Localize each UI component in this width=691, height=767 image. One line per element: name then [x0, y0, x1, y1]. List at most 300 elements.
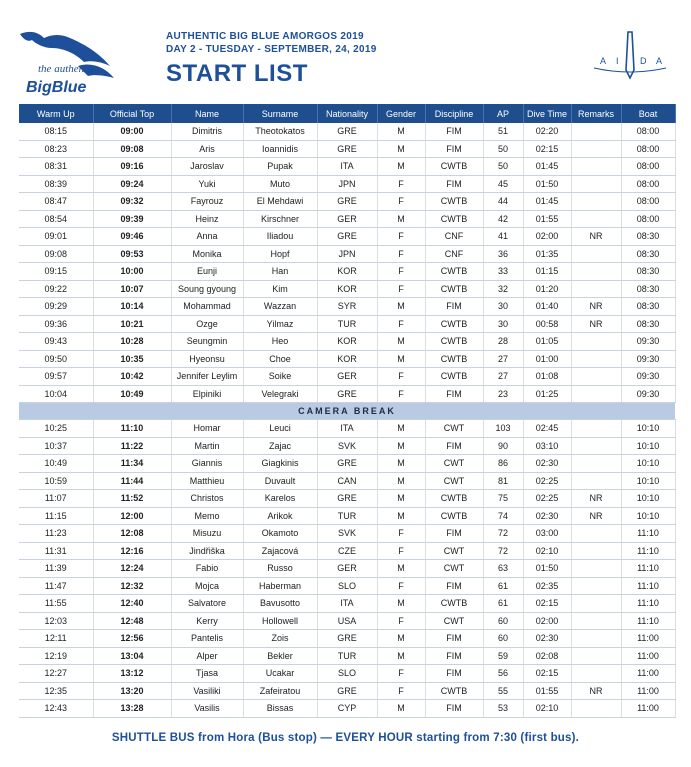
table-cell: GER	[317, 560, 377, 578]
table-cell: FIM	[425, 665, 483, 683]
table-cell: 01:35	[523, 245, 571, 263]
table-cell	[571, 140, 621, 158]
table-cell: 08:00	[621, 158, 675, 176]
table-cell: 51	[483, 123, 523, 140]
table-row	[19, 368, 675, 386]
table-cell: 13:20	[93, 682, 171, 700]
table-cell: Pantelis	[171, 630, 243, 648]
table-cell: 61	[483, 595, 523, 613]
table-cell: GRE	[317, 193, 377, 211]
table-cell: Kim	[243, 280, 317, 298]
page-title: START LIST	[166, 60, 308, 87]
table-cell: 08:30	[621, 228, 675, 246]
table-cell	[571, 368, 621, 386]
table-cell: 09:53	[93, 245, 171, 263]
table-cell: 02:00	[523, 612, 571, 630]
shuttle-bus-note: SHUTTLE BUS from Hora (Bus stop) — EVERY HOUR starting from 7:30 (first bus).	[111, 732, 580, 744]
table-cell: FIM	[425, 385, 483, 403]
table-cell: Giannis	[171, 455, 243, 473]
table-cell: 12:08	[93, 525, 171, 543]
table-cell: 02:20	[523, 123, 571, 140]
table-cell	[571, 175, 621, 193]
table-cell: 09:36	[19, 315, 93, 333]
table-cell: 12:48	[93, 612, 171, 630]
table-cell: CWTB	[425, 193, 483, 211]
table-cell: Vasiliki	[171, 682, 243, 700]
table-cell: FIM	[425, 298, 483, 316]
table-cell: 01:50	[523, 560, 571, 578]
table-cell: 11:15	[19, 507, 93, 525]
table-cell: 09:32	[93, 193, 171, 211]
table-cell: F	[377, 525, 425, 543]
table-cell: 08:47	[19, 193, 93, 211]
table-cell: 09:29	[19, 298, 93, 316]
table-cell: CWTB	[425, 315, 483, 333]
table-cell: 02:15	[523, 595, 571, 613]
table-row	[19, 420, 675, 438]
table-cell: Hollowell	[243, 612, 317, 630]
table-cell: SYR	[317, 298, 377, 316]
table-cell: M	[377, 140, 425, 158]
table-cell: Soung gyoung	[171, 280, 243, 298]
table-cell: Memo	[171, 507, 243, 525]
table-cell: Haberman	[243, 577, 317, 595]
table-row	[19, 612, 675, 630]
table-cell: Mojca	[171, 577, 243, 595]
table-cell: F	[377, 542, 425, 560]
table-row	[19, 280, 675, 298]
table-cell: GRE	[317, 630, 377, 648]
table-cell	[571, 525, 621, 543]
table-cell: Kirschner	[243, 210, 317, 228]
table-cell: CWTB	[425, 280, 483, 298]
table-cell: 02:00	[523, 228, 571, 246]
table-cell: Duvault	[243, 472, 317, 490]
table-row	[19, 507, 675, 525]
table-cell: 01:15	[523, 263, 571, 281]
table-cell	[571, 437, 621, 455]
table-cell: FIM	[425, 630, 483, 648]
table-row	[19, 385, 675, 403]
table-cell: JPN	[317, 175, 377, 193]
table-cell: 10:10	[621, 455, 675, 473]
table-cell	[571, 420, 621, 438]
table-cell: GER	[317, 210, 377, 228]
table-cell: 08:54	[19, 210, 93, 228]
table-cell: 90	[483, 437, 523, 455]
table-cell: Aris	[171, 140, 243, 158]
table-cell	[571, 245, 621, 263]
table-cell: Leuci	[243, 420, 317, 438]
table-cell: CZE	[317, 542, 377, 560]
table-cell: 09:57	[19, 368, 93, 386]
table-cell: 08:00	[621, 123, 675, 140]
table-cell: Seungmin	[171, 333, 243, 351]
table-cell: Fayrouz	[171, 193, 243, 211]
table-cell: 12:03	[19, 612, 93, 630]
table-cell: 08:39	[19, 175, 93, 193]
table-cell: FIM	[425, 577, 483, 595]
table-cell: TUR	[317, 507, 377, 525]
table-cell: 01:00	[523, 350, 571, 368]
table-cell: 27	[483, 368, 523, 386]
table-cell: 02:08	[523, 647, 571, 665]
table-cell: 01:40	[523, 298, 571, 316]
table-cell: TUR	[317, 647, 377, 665]
table-cell: FIM	[425, 175, 483, 193]
table-cell: Martin	[171, 437, 243, 455]
column-header: Discipline	[425, 104, 483, 123]
table-cell: 09:15	[19, 263, 93, 281]
table-cell: CWTB	[425, 263, 483, 281]
table-cell: 03:00	[523, 525, 571, 543]
table-row	[19, 490, 675, 508]
table-cell: 12:56	[93, 630, 171, 648]
table-cell: TUR	[317, 315, 377, 333]
table-cell: 11:07	[19, 490, 93, 508]
table-cell: 33	[483, 263, 523, 281]
table-cell: SVK	[317, 525, 377, 543]
table-cell: KOR	[317, 280, 377, 298]
table-cell: FIM	[425, 437, 483, 455]
table-cell: 09:30	[621, 333, 675, 351]
table-cell: Dimitris	[171, 123, 243, 140]
table-cell: 08:31	[19, 158, 93, 176]
table-cell: F	[377, 577, 425, 595]
table-cell: Fabio	[171, 560, 243, 578]
table-cell: 10:35	[93, 350, 171, 368]
table-cell: 30	[483, 315, 523, 333]
table-cell: CWTB	[425, 350, 483, 368]
table-cell	[571, 700, 621, 718]
table-cell: M	[377, 350, 425, 368]
table-cell: 09:22	[19, 280, 93, 298]
table-cell: Russo	[243, 560, 317, 578]
table-cell: FIM	[425, 647, 483, 665]
table-cell: SLO	[317, 665, 377, 683]
table-cell: SVK	[317, 437, 377, 455]
table-cell: 11:10	[93, 420, 171, 438]
table-cell: 10:37	[19, 437, 93, 455]
table-cell: Misuzu	[171, 525, 243, 543]
table-cell: 09:01	[19, 228, 93, 246]
table-row	[19, 175, 675, 193]
table-cell: GRE	[317, 228, 377, 246]
table-cell: CWT	[425, 542, 483, 560]
table-cell: 13:04	[93, 647, 171, 665]
table-cell: 10:49	[19, 455, 93, 473]
table-row	[19, 665, 675, 683]
table-cell: 10:21	[93, 315, 171, 333]
table-cell: NR	[571, 490, 621, 508]
table-cell: 75	[483, 490, 523, 508]
table-cell: 60	[483, 630, 523, 648]
page-header	[0, 0, 691, 104]
table-cell: 11:10	[621, 560, 675, 578]
table-cell: 13:28	[93, 700, 171, 718]
table-cell	[571, 542, 621, 560]
table-cell: Heinz	[171, 210, 243, 228]
table-row	[19, 315, 675, 333]
column-header: Warm Up	[19, 104, 93, 123]
table-cell: Heo	[243, 333, 317, 351]
table-row	[19, 333, 675, 351]
start-list-table	[19, 104, 676, 718]
table-cell: 61	[483, 577, 523, 595]
column-header: Dive Time	[523, 104, 571, 123]
table-cell: 11:52	[93, 490, 171, 508]
table-row	[19, 228, 675, 246]
table-cell: 10:10	[621, 420, 675, 438]
table-cell: 12:24	[93, 560, 171, 578]
table-cell	[571, 210, 621, 228]
table-cell: 10:07	[93, 280, 171, 298]
table-cell: Tjasa	[171, 665, 243, 683]
table-row	[19, 700, 675, 718]
table-cell: 11:47	[19, 577, 93, 595]
table-cell: 10:10	[621, 472, 675, 490]
table-cell	[571, 333, 621, 351]
table-cell: 01:45	[523, 158, 571, 176]
table-cell: GRE	[317, 490, 377, 508]
table-cell	[571, 630, 621, 648]
table-cell: FIM	[425, 140, 483, 158]
table-cell: 11:10	[621, 612, 675, 630]
table-cell: 02:25	[523, 472, 571, 490]
table-cell: Jennifer Leylim	[171, 368, 243, 386]
table-cell: 08:30	[621, 263, 675, 281]
table-cell	[571, 472, 621, 490]
table-cell: 08:00	[621, 193, 675, 211]
table-cell	[571, 158, 621, 176]
table-row	[19, 350, 675, 368]
table-cell: CAN	[317, 472, 377, 490]
table-cell: F	[377, 682, 425, 700]
table-row	[19, 123, 675, 140]
table-cell	[571, 560, 621, 578]
table-cell: 09:24	[93, 175, 171, 193]
table-cell: Zajac	[243, 437, 317, 455]
table-cell: Velegraki	[243, 385, 317, 403]
table-cell: 11:22	[93, 437, 171, 455]
table-cell: F	[377, 175, 425, 193]
table-cell: F	[377, 665, 425, 683]
table-cell	[571, 612, 621, 630]
table-cell: ITA	[317, 158, 377, 176]
table-cell: CWT	[425, 472, 483, 490]
table-row	[19, 140, 675, 158]
table-cell: 02:10	[523, 700, 571, 718]
table-cell: 59	[483, 647, 523, 665]
table-cell: 45	[483, 175, 523, 193]
table-row	[19, 472, 675, 490]
table-cell: CWTB	[425, 490, 483, 508]
table-cell	[571, 647, 621, 665]
table-cell: 55	[483, 682, 523, 700]
table-cell: Salvatore	[171, 595, 243, 613]
table-cell: CYP	[317, 700, 377, 718]
table-cell: 01:08	[523, 368, 571, 386]
table-row	[19, 158, 675, 176]
table-cell: Monika	[171, 245, 243, 263]
table-row	[19, 525, 675, 543]
column-header: Surname	[243, 104, 317, 123]
column-header: Boat	[621, 104, 675, 123]
table-cell: 09:08	[19, 245, 93, 263]
table-cell: 11:23	[19, 525, 93, 543]
table-row	[19, 298, 675, 316]
table-cell	[571, 577, 621, 595]
table-cell: Theotokatos	[243, 123, 317, 140]
table-cell: 28	[483, 333, 523, 351]
table-cell: 02:30	[523, 630, 571, 648]
table-cell: NR	[571, 682, 621, 700]
table-cell	[571, 280, 621, 298]
table-cell: KOR	[317, 263, 377, 281]
table-cell	[571, 193, 621, 211]
table-cell: 86	[483, 455, 523, 473]
table-cell: Wazzan	[243, 298, 317, 316]
table-row	[19, 193, 675, 211]
table-cell: 74	[483, 507, 523, 525]
table-cell: Karelos	[243, 490, 317, 508]
table-row	[19, 210, 675, 228]
table-cell: 32	[483, 280, 523, 298]
table-cell: 72	[483, 542, 523, 560]
table-cell: Hyeonsu	[171, 350, 243, 368]
table-cell: M	[377, 158, 425, 176]
table-cell: 12:19	[19, 647, 93, 665]
table-cell: KOR	[317, 350, 377, 368]
table-cell: 11:00	[621, 665, 675, 683]
table-cell: 63	[483, 560, 523, 578]
table-cell: 02:25	[523, 490, 571, 508]
table-cell: 12:43	[19, 700, 93, 718]
table-cell: CWT	[425, 560, 483, 578]
table-cell: M	[377, 472, 425, 490]
aida-letter-3: D	[640, 56, 647, 66]
table-header-row	[19, 104, 675, 123]
table-cell: 09:50	[19, 350, 93, 368]
table-cell: Yuki	[171, 175, 243, 193]
table-cell: CWTB	[425, 333, 483, 351]
table-cell: 11:10	[621, 595, 675, 613]
table-cell: 10:49	[93, 385, 171, 403]
table-cell: 12:11	[19, 630, 93, 648]
table-row	[19, 630, 675, 648]
table-cell	[571, 263, 621, 281]
table-cell: Anna	[171, 228, 243, 246]
table-cell: 13:12	[93, 665, 171, 683]
table-cell: 36	[483, 245, 523, 263]
table-cell: 11:44	[93, 472, 171, 490]
table-cell: JPN	[317, 245, 377, 263]
table-cell: 00:58	[523, 315, 571, 333]
camera-break-label: CAMERA BREAK	[19, 403, 675, 420]
table-cell: Jaroslav	[171, 158, 243, 176]
table-cell: 02:35	[523, 577, 571, 595]
table-row	[19, 455, 675, 473]
table-cell: NR	[571, 507, 621, 525]
table-cell: CWTB	[425, 210, 483, 228]
table-cell: 72	[483, 525, 523, 543]
table-cell	[571, 665, 621, 683]
table-row	[19, 245, 675, 263]
column-header: Remarks	[571, 104, 621, 123]
table-cell: 09:30	[621, 350, 675, 368]
table-cell: 12:35	[19, 682, 93, 700]
table-cell: 103	[483, 420, 523, 438]
table-cell: Zafeiratou	[243, 682, 317, 700]
table-row	[19, 437, 675, 455]
table-cell: El Mehdawi	[243, 193, 317, 211]
table-cell: ITA	[317, 420, 377, 438]
table-cell: NR	[571, 298, 621, 316]
logo-text-bigblue: BigBlue	[26, 79, 87, 96]
table-cell: 53	[483, 700, 523, 718]
table-cell: 09:39	[93, 210, 171, 228]
table-cell	[571, 123, 621, 140]
table-cell: 02:45	[523, 420, 571, 438]
table-cell: 08:00	[621, 175, 675, 193]
table-cell: 10:04	[19, 385, 93, 403]
table-cell: FIM	[425, 700, 483, 718]
table-cell: M	[377, 437, 425, 455]
table-cell: 08:23	[19, 140, 93, 158]
table-cell: GRE	[317, 682, 377, 700]
table-cell: 11:10	[621, 525, 675, 543]
table-cell: CWTB	[425, 158, 483, 176]
table-cell: 60	[483, 612, 523, 630]
table-cell: M	[377, 455, 425, 473]
table-cell: 01:45	[523, 193, 571, 211]
table-cell: 11:00	[621, 647, 675, 665]
table-cell: 01:20	[523, 280, 571, 298]
table-cell: GRE	[317, 455, 377, 473]
table-cell: F	[377, 385, 425, 403]
table-body	[19, 123, 675, 717]
table-cell: 09:08	[93, 140, 171, 158]
table-cell: Matthieu	[171, 472, 243, 490]
aida-letter-2: I	[616, 56, 619, 66]
table-cell: KOR	[317, 333, 377, 351]
table-cell: Pupak	[243, 158, 317, 176]
table-cell: 10:42	[93, 368, 171, 386]
table-cell: Vasilis	[171, 700, 243, 718]
table-cell: Ucakar	[243, 665, 317, 683]
table-cell: 02:30	[523, 455, 571, 473]
table-cell: Eunji	[171, 263, 243, 281]
table-cell: CWTB	[425, 507, 483, 525]
table-cell: 10:10	[621, 437, 675, 455]
table-cell	[571, 385, 621, 403]
big-blue-logo	[18, 26, 118, 98]
table-cell: Bissas	[243, 700, 317, 718]
table-cell: 08:30	[621, 245, 675, 263]
table-cell: Bavusotto	[243, 595, 317, 613]
column-header: Nationality	[317, 104, 377, 123]
table-cell: Jindřiška	[171, 542, 243, 560]
table-cell: Muto	[243, 175, 317, 193]
table-cell: F	[377, 228, 425, 246]
table-cell: 02:15	[523, 140, 571, 158]
table-cell: 02:30	[523, 507, 571, 525]
table-cell: CWTB	[425, 595, 483, 613]
table-cell: 10:00	[93, 263, 171, 281]
table-cell: 12:00	[93, 507, 171, 525]
title-block	[166, 30, 377, 88]
table-cell: 08:00	[621, 210, 675, 228]
